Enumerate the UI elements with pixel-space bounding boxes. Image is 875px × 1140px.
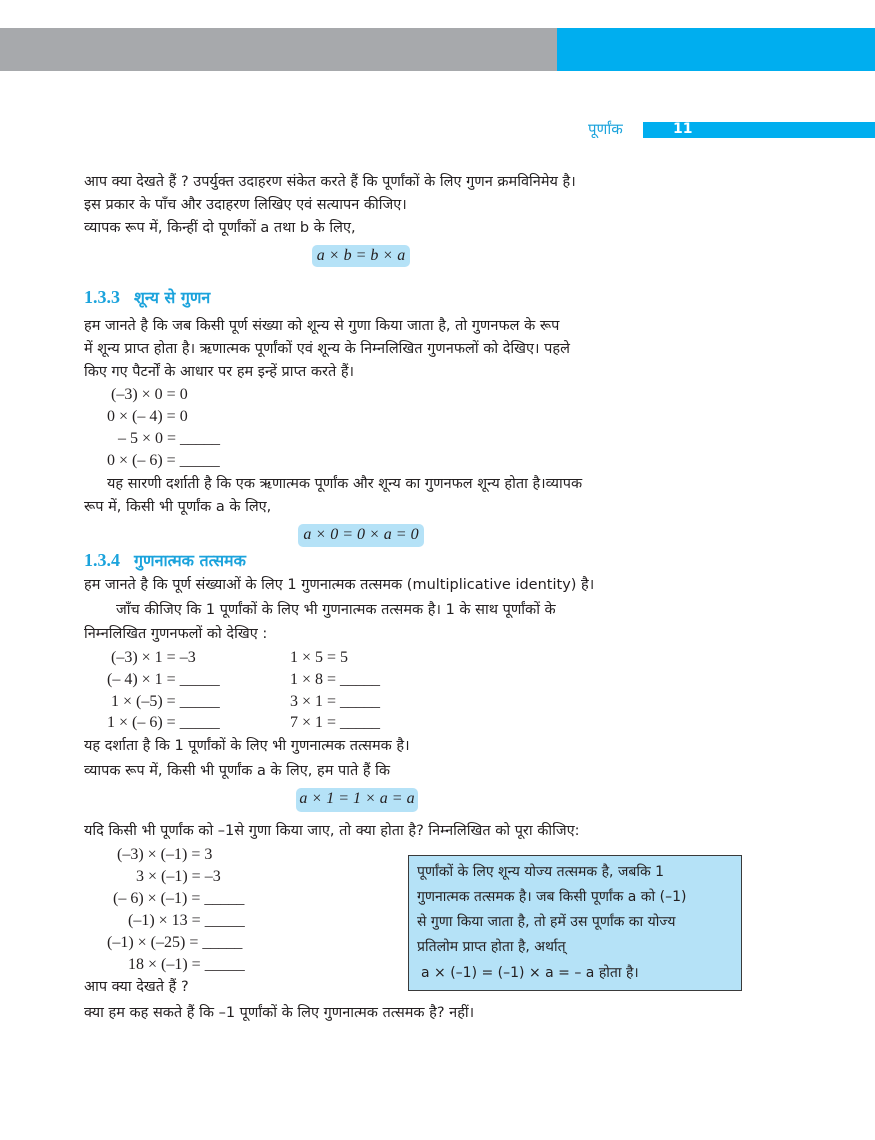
equation: 1 × 8 = _____ bbox=[290, 671, 381, 688]
formula-zero: a × 0 = 0 × a = 0 bbox=[298, 524, 424, 547]
equation: 3 × 1 = _____ bbox=[290, 693, 381, 710]
equation: 0 × (– 4) = 0 bbox=[107, 408, 188, 425]
chapter-title: पूर्णांक bbox=[588, 120, 623, 138]
paragraph-line: क्या हम कह सकते हैं कि –1 पूर्णांकों के लिए गुणनात्मक तत्समक है? नहीं। bbox=[84, 1005, 475, 1021]
paragraph-line: आप क्या देखते हैं ? bbox=[84, 979, 189, 995]
note-box bbox=[408, 855, 742, 991]
note-line: गुणनात्मक तत्समक है। जब किसी पूर्णांक a को (–1) bbox=[417, 889, 687, 905]
paragraph-line: यह दर्शाता है कि 1 पूर्णांकों के लिए भी गुणनात्मक तत्समक है। bbox=[84, 738, 410, 754]
note-line: प्रतिलोम प्राप्त होता है, अर्थात् bbox=[417, 939, 566, 955]
paragraph-line: हम जानते है कि पूर्ण संख्याओं के लिए 1 गुणनात्मक तत्समक (multiplicative identity) है। bbox=[84, 577, 595, 593]
note-line: पूर्णांकों के लिए शून्य योज्य तत्समक है, जबकि 1 bbox=[417, 864, 665, 880]
section-number: 1.3.3 bbox=[84, 287, 120, 307]
equation: (–3) × 0 = 0 bbox=[111, 386, 188, 403]
note-line: a × (–1) = (–1) × a = – a होता है। bbox=[421, 965, 639, 981]
equation: – 5 × 0 = _____ bbox=[118, 430, 221, 447]
page-number: 11 bbox=[673, 121, 693, 137]
top-bar-blue bbox=[557, 28, 875, 71]
paragraph-line: में शून्य प्राप्त होता है। ऋणात्मक पूर्णांकों एवं शून्य के निम्नलिखित गुणनफलों को देखिए। पहले bbox=[84, 341, 570, 357]
paragraph-line: जाँच कीजिए कि 1 पूर्णांकों के लिए भी गुणनात्मक तत्समक है। 1 के साथ पूर्णांकों के bbox=[116, 602, 556, 618]
equation: (–1) × (–25) = _____ bbox=[107, 934, 243, 951]
section-number: 1.3.4 bbox=[84, 550, 120, 570]
paragraph-line: हम जानते है कि जब किसी पूर्ण संख्या को शून्य से गुणा किया जाता है, तो गुणनफल के रूप bbox=[84, 318, 560, 334]
section-title: गुणनात्मक तत्समक bbox=[134, 551, 246, 570]
paragraph-line: इस प्रकार के पाँच और उदाहरण लिखिए एवं सत्यापन कीजिए। bbox=[84, 197, 407, 213]
equation: 18 × (–1) = _____ bbox=[128, 956, 245, 973]
formula-identity: a × 1 = 1 × a = a bbox=[296, 788, 418, 812]
equation: (– 4) × 1 = _____ bbox=[107, 671, 220, 688]
note-line: से गुणा किया जाता है, तो हमें उस पूर्णांक का योज्य bbox=[417, 914, 676, 930]
paragraph-line: आप क्या देखते हैं ? उपर्युक्त उदाहरण संकेत करते हैं कि पूर्णांकों के लिए गुणन क्रमविनिमेय है। bbox=[84, 174, 576, 190]
paragraph-line: किए गए पैटर्नों के आधार पर हम इन्हें प्राप्त करते हैं। bbox=[84, 364, 355, 380]
paragraph-line: निम्नलिखित गुणनफलों को देखिए : bbox=[84, 626, 268, 642]
equation: (–3) × 1 = –3 bbox=[111, 649, 196, 666]
equation: 1 × (–5) = _____ bbox=[111, 693, 220, 710]
paragraph-line: रूप में, किसी भी पूर्णांक a के लिए, bbox=[84, 499, 272, 515]
equation: 1 × 5 = 5 bbox=[290, 649, 349, 666]
equation: 1 × (– 6) = _____ bbox=[107, 714, 220, 731]
formula-commutative: a × b = b × a bbox=[312, 245, 410, 267]
equation: (–3) × (–1) = 3 bbox=[117, 846, 213, 863]
section-heading-1-3-3 bbox=[84, 286, 210, 309]
paragraph-line: यह सारणी दर्शाती है कि एक ऋणात्मक पूर्णांक और शून्य का गुणनफल शून्य होता है।व्यापक bbox=[107, 476, 583, 492]
equation: 0 × (– 6) = _____ bbox=[107, 452, 220, 469]
paragraph-line: व्यापक रूप में, किसी भी पूर्णांक a के लिए, हम पाते हैं कि bbox=[84, 763, 391, 779]
section-heading-1-3-4 bbox=[84, 549, 246, 572]
section-title: शून्य से गुणन bbox=[134, 288, 211, 307]
question-line: यदि किसी भी पूर्णांक को –1से गुणा किया जाए, तो क्या होता है? निम्नलिखित को पूरा कीजिए: bbox=[84, 823, 580, 839]
page-number-bar bbox=[643, 122, 875, 138]
paragraph-line: व्यापक रूप में, किन्हीं दो पूर्णांकों a तथा b के लिए, bbox=[84, 220, 356, 236]
equation: 3 × (–1) = –3 bbox=[136, 868, 221, 885]
equation: (– 6) × (–1) = _____ bbox=[113, 890, 245, 907]
top-bar-gray bbox=[0, 28, 557, 71]
equation: 7 × 1 = _____ bbox=[290, 714, 381, 731]
equation: (–1) × 13 = _____ bbox=[128, 912, 245, 929]
